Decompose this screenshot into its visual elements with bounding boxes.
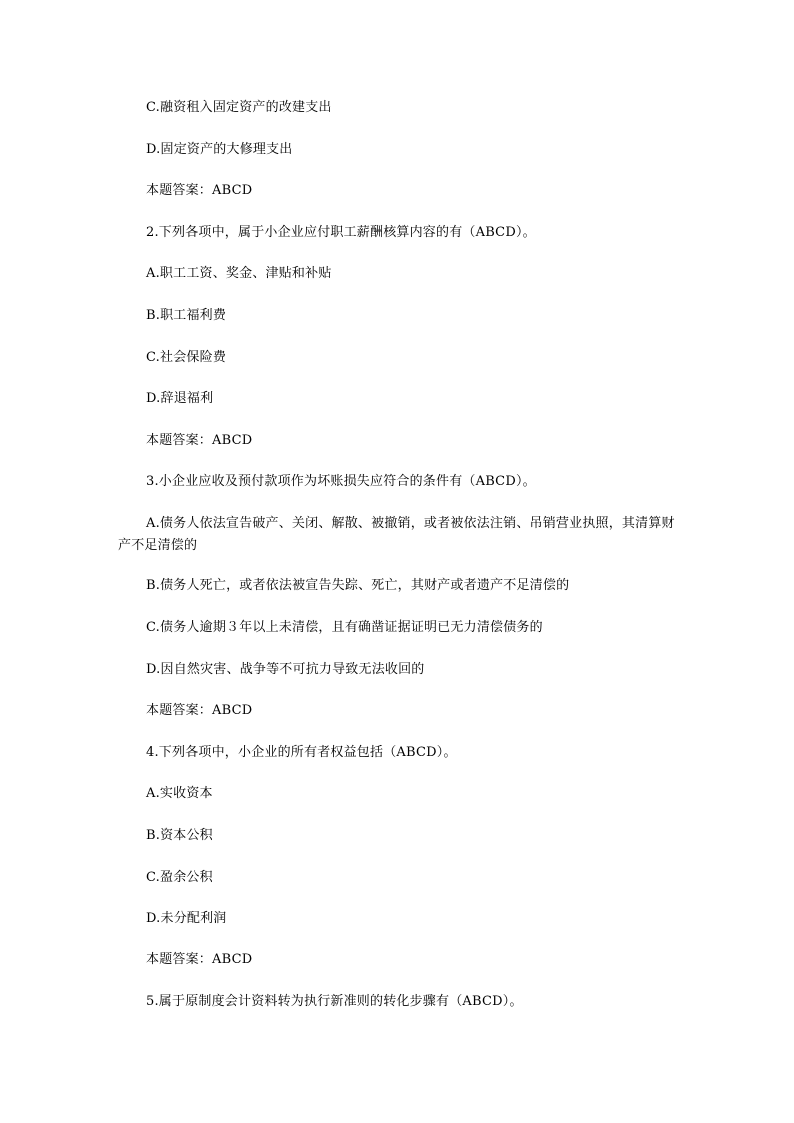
answer-line: 本题答案：ABCD xyxy=(146,952,253,967)
question-line: 3.小企业应收及预付款项作为坏账损失应符合的条件有（ABCD）。 xyxy=(146,474,536,489)
question-line: 4.下列各项中，小企业的所有者权益包括（ABCD）。 xyxy=(146,745,457,760)
option-line: B.职工福利费 xyxy=(146,308,227,323)
option-line: A.职工工资、奖金、津贴和补贴 xyxy=(146,266,332,281)
question-line: 2.下列各项中，属于小企业应付职工薪酬核算内容的有（ABCD）。 xyxy=(146,225,536,240)
option-line: D.因自然灾害、战争等不可抗力导致无法收回的 xyxy=(146,662,425,677)
option-line: A.实收资本 xyxy=(146,786,213,801)
option-line: B.债务人死亡，或者依法被宣告失踪、死亡，其财产或者遗产不足清偿的 xyxy=(146,578,570,593)
option-line: D.固定资产的大修理支出 xyxy=(146,142,293,157)
option-line: B.资本公积 xyxy=(146,828,213,843)
option-line: C.盈余公积 xyxy=(146,870,213,885)
option-line: D.未分配利润 xyxy=(146,911,227,926)
option-line: D.辞退福利 xyxy=(146,391,214,406)
option-line: A.债务人依法宣告破产、关闭、解散、被撤销，或者被依法注销、吊销营业执照，其清算财产不足清偿的 xyxy=(118,516,675,553)
answer-line: 本题答案：ABCD xyxy=(146,433,253,448)
option-line: C.融资租入固定资产的改建支出 xyxy=(146,100,332,115)
question-line: 5.属于原制度会计资料转为执行新准则的转化步骤有（ABCD）。 xyxy=(146,994,523,1009)
answer-line: 本题答案：ABCD xyxy=(146,703,253,718)
option-line: C.债务人逾期３年以上未清偿，且有确凿证据证明已无力清偿债务的 xyxy=(146,620,543,635)
option-line: C.社会保险费 xyxy=(146,350,227,365)
answer-line: 本题答案：ABCD xyxy=(146,183,253,198)
